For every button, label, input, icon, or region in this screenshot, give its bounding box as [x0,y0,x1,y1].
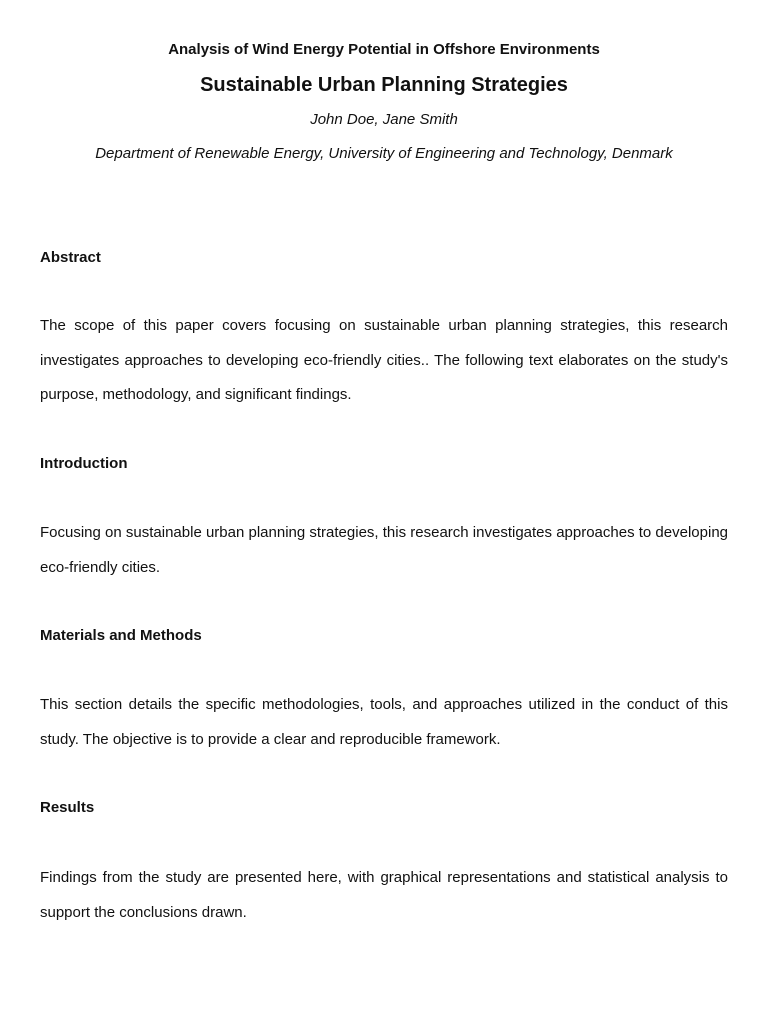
abstract-body: The scope of this paper covers focusing on sustainable urban planning strategies, this research investigates approaches to developing eco-friendly cities.. The following text elaborates on the study's purpose, methodology, and significant findings. [40,317,728,403]
introduction-heading: Introduction [40,455,128,472]
results-body: Findings from the study are presented here, with graphical representations and statistical analysis to support the conclusions drawn. [40,869,728,921]
materials-methods-body: This section details the specific methodologies, tools, and approaches utilized in the conduct of this study. The objective is to provide a clear and reproducible framework. [40,696,728,748]
paper-title: Sustainable Urban Planning Strategies [200,74,568,96]
abstract-heading: Abstract [40,249,101,266]
author-list: John Doe, Jane Smith [310,111,458,128]
introduction-body: Focusing on sustainable urban planning strategies, this research investigates approaches to developing eco-friendly cities. [40,524,728,576]
materials-methods-heading: Materials and Methods [40,627,202,644]
author-affiliation: Department of Renewable Energy, University of Engineering and Technology, Denmark [95,145,673,162]
results-heading: Results [40,799,95,816]
running-header-title: Analysis of Wind Energy Potential in Offshore Environments [168,41,600,58]
